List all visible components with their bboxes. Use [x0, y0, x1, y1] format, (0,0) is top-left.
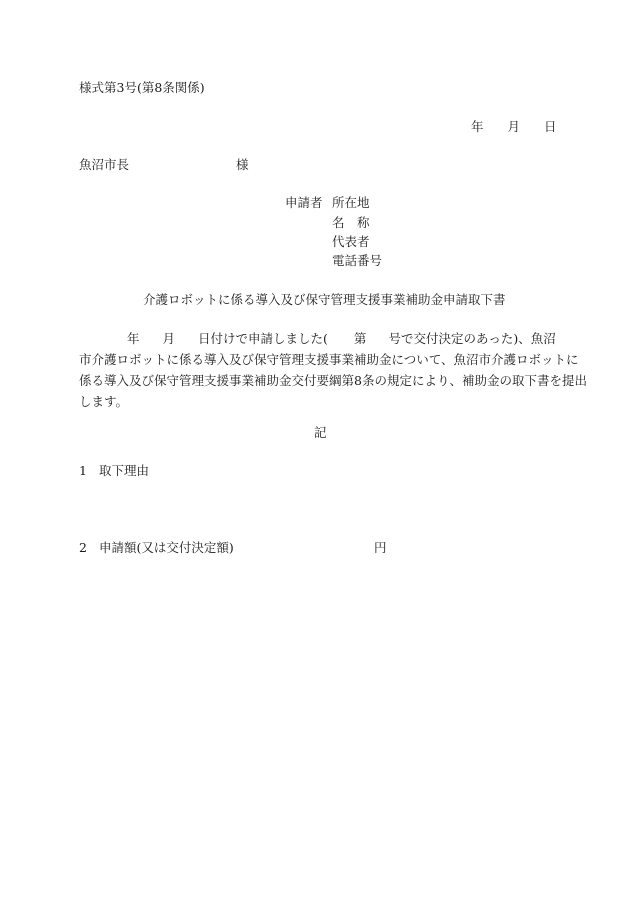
body-number-prefix: 第: [353, 331, 367, 346]
applicant-phone-label: 電話番号: [332, 253, 383, 268]
body-line-4: します。: [79, 394, 129, 409]
body-paragraph: [79, 328, 587, 412]
applicant-label: 申請者: [285, 195, 323, 210]
date-month: 月: [507, 119, 521, 134]
body-year: 年: [127, 331, 140, 346]
date-year: 年: [471, 119, 484, 134]
body-day-suffix: 日付けで申請しました(: [198, 331, 328, 346]
body-line-2: 市介護ロボットに係る導入及び保守管理支援事業補助金について、魚沼市介護ロボットに: [79, 352, 579, 367]
item-1: [79, 465, 149, 478]
document-title: 介護ロボットに係る導入及び保守管理支援事業補助金申請取下書: [143, 292, 506, 307]
item-1-label: 取下理由: [98, 463, 149, 478]
item-2: [79, 542, 234, 555]
ki-heading: 記: [314, 425, 327, 440]
applicant-name-label: 名 称: [332, 215, 370, 230]
form-number: 様式第3号(第8条関係): [79, 80, 205, 95]
body-line-3: 係る導入及び保守管理支援事業補助金交付要綱第8条の規定により、補助金の取下書を提出: [79, 373, 587, 388]
addressee-honorific: 様: [236, 157, 249, 172]
applicant-address-label: 所在地: [332, 195, 370, 210]
body-line-1: [79, 328, 561, 349]
applicant-representative-label: 代表者: [332, 234, 370, 249]
item-2-unit: 円: [374, 540, 387, 555]
date-line: [471, 121, 557, 134]
item-2-number: 2: [79, 540, 87, 555]
addressee-name: 魚沼市長: [79, 157, 130, 172]
date-day: 日: [544, 119, 557, 134]
body-month: 月: [162, 331, 176, 346]
item-2-label: 申請額(又は交付決定額): [98, 540, 234, 555]
item-1-number: 1: [79, 463, 87, 478]
body-number-suffix: 号で交付決定のあった)、魚沼: [388, 331, 556, 346]
